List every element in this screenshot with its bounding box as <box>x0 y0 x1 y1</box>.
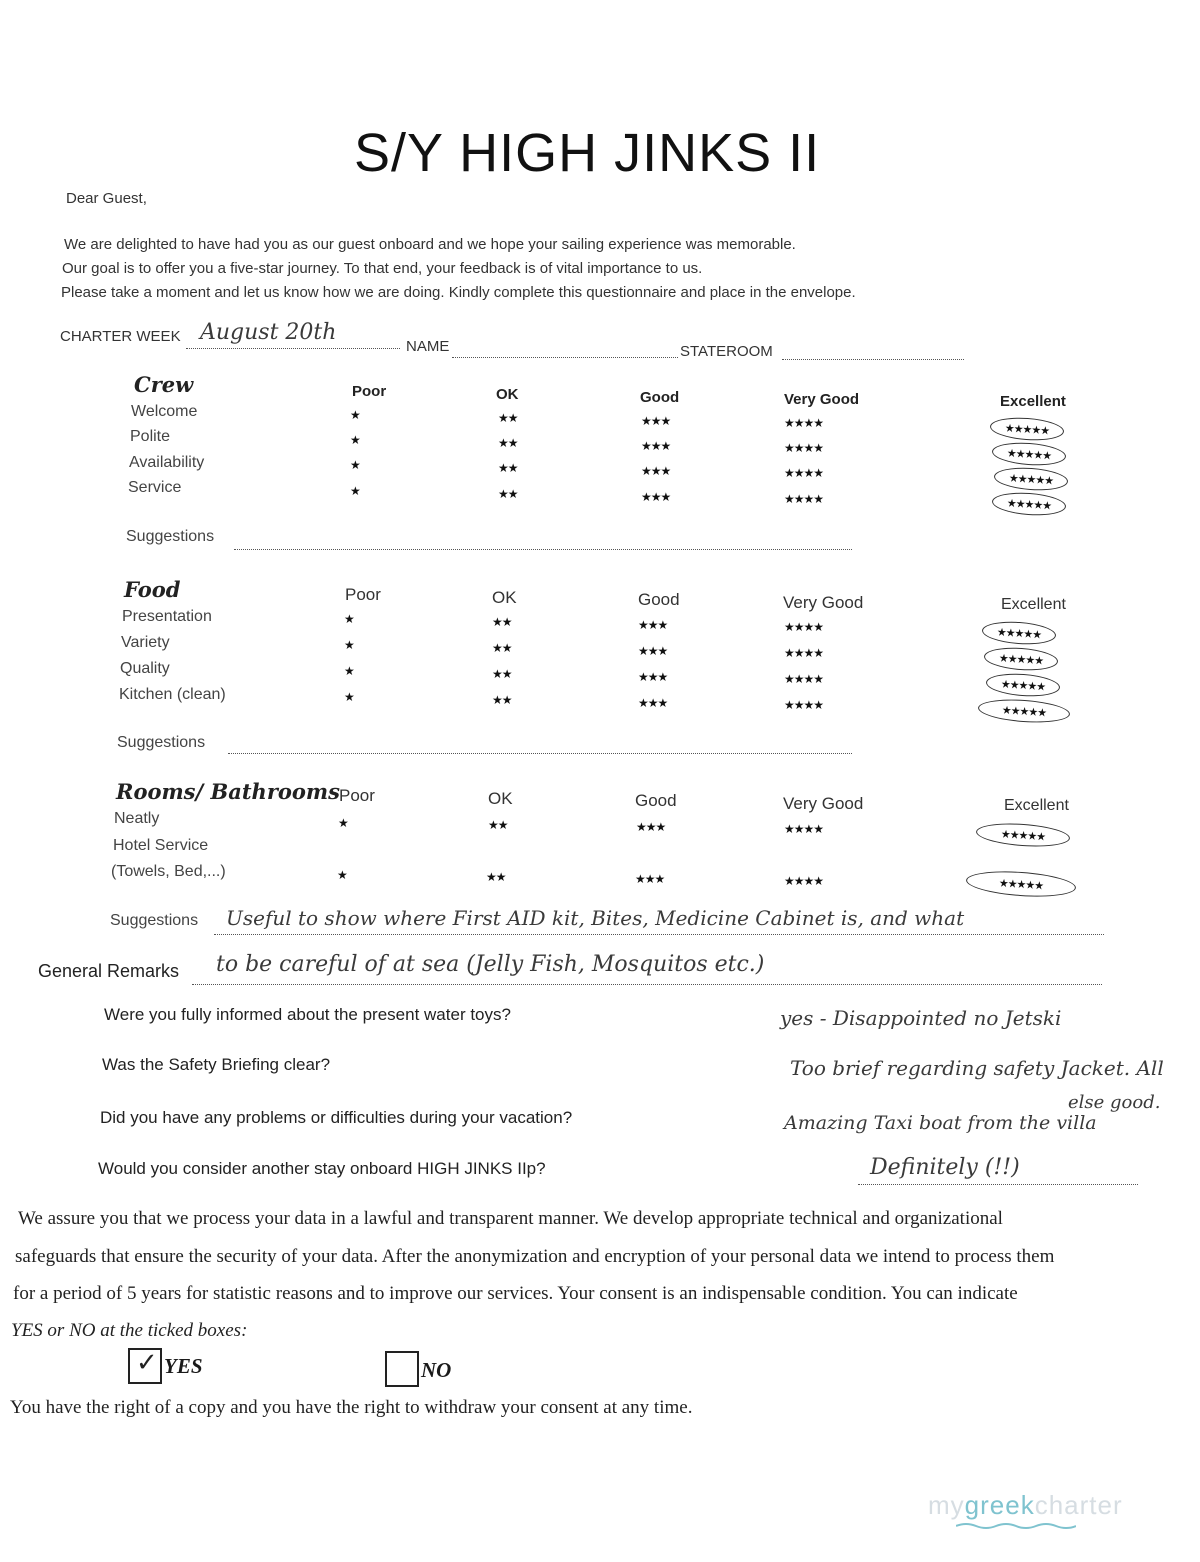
answer-problems-cont: else good. <box>1068 1092 1161 1113</box>
consent-yes-checkbox[interactable] <box>128 1348 162 1384</box>
rating-ok[interactable]: ★★ <box>498 436 518 450</box>
crew-item-label: Availability <box>129 454 205 471</box>
rating-poor[interactable]: ★ <box>337 868 347 882</box>
crew-header-ok: OK <box>496 386 519 403</box>
answer-another-stay[interactable]: Definitely (!!) <box>870 1155 1020 1180</box>
rating-very-good[interactable]: ★★★★ <box>784 441 824 455</box>
rating-good[interactable]: ★★★ <box>641 464 671 478</box>
rating-very-good[interactable]: ★★★★ <box>784 492 824 506</box>
rating-poor[interactable]: ★ <box>344 612 354 626</box>
checkmark-icon: ✓ <box>136 1347 158 1377</box>
rating-good[interactable]: ★★★ <box>635 872 665 886</box>
rooms-suggestions-field[interactable]: Useful to show where First AID kit, Bites, Medicine Cabinet is, and what <box>226 906 965 930</box>
rating-very-good[interactable]: ★★★★ <box>784 416 824 430</box>
rating-poor[interactable]: ★ <box>344 664 354 678</box>
food-header-poor: Poor <box>345 585 381 604</box>
answer-water-toys[interactable]: yes - Disappointed no Jetski <box>780 1006 1062 1030</box>
rooms-header-very-good: Very Good <box>783 794 864 813</box>
rating-ok[interactable]: ★★ <box>498 411 518 425</box>
intro-line-2: Our goal is to offer you a five-star journey. To that end, your feedback is of vital importance to us. <box>62 260 703 277</box>
watermark-left: my <box>928 1490 965 1520</box>
name-field[interactable] <box>452 357 678 358</box>
answer-safety-briefing[interactable]: Too brief regarding safety Jacket. All <box>790 1056 1164 1080</box>
watermark-mid: greek <box>964 1490 1035 1520</box>
consent-no-label: NO <box>421 1358 452 1382</box>
rating-ok[interactable]: ★★ <box>498 487 518 501</box>
rating-poor[interactable]: ★ <box>344 690 354 704</box>
consent-yes-label: YES <box>164 1354 203 1378</box>
rating-poor[interactable]: ★ <box>350 408 360 422</box>
stateroom-field[interactable] <box>782 359 964 360</box>
food-header-ok: OK <box>492 588 517 607</box>
rating-very-good[interactable]: ★★★★ <box>784 698 824 712</box>
rating-good[interactable]: ★★★ <box>638 618 668 632</box>
rating-good[interactable]: ★★★ <box>641 439 671 453</box>
crew-suggestions-field[interactable] <box>234 549 852 550</box>
food-item-label: Kitchen (clean) <box>119 686 226 703</box>
watermark-right: charter <box>1034 1490 1123 1520</box>
rating-very-good[interactable]: ★★★★ <box>784 646 824 660</box>
food-suggestions-label: Suggestions <box>117 734 206 751</box>
rating-very-good[interactable]: ★★★★ <box>784 672 824 686</box>
legal-line-3: for a period of 5 years for statistic reasons and to improve our services. Your consent is an indispensable condition. You can indicate <box>13 1283 1018 1304</box>
rooms-header-poor: Poor <box>339 786 375 805</box>
intro-line-1: We are delighted to have had you as our guest onboard and we hope your sailing experience was memorable. <box>64 236 796 253</box>
rooms-title: Rooms/ Bathrooms <box>116 779 340 804</box>
rating-poor[interactable]: ★ <box>350 484 360 498</box>
charter-week-label: CHARTER WEEK <box>60 328 181 345</box>
food-header-excellent: Excellent <box>1001 596 1066 613</box>
legal-copy-right: You have the right of a copy and you have the right to withdraw your consent at any time. <box>10 1397 693 1418</box>
rating-good[interactable]: ★★★ <box>638 644 668 658</box>
rating-excellent-circled[interactable]: ★★★★★ <box>991 440 1066 467</box>
rating-poor[interactable]: ★ <box>350 433 360 447</box>
food-item-label: Quality <box>120 660 170 677</box>
legal-line-1: We assure you that we process your data in a lawful and transparent manner. We develop appropriate technical and organizational <box>18 1208 1003 1229</box>
intro-line-3: Please take a moment and let us know how we are doing. Kindly complete this questionnaire and place in the envelope. <box>61 284 856 301</box>
food-header-good: Good <box>638 590 680 609</box>
crew-item-label: Polite <box>130 428 171 445</box>
question-problems: Did you have any problems or difficulties during your vacation? <box>100 1108 573 1127</box>
rating-excellent-circled[interactable]: ★★★★★ <box>989 415 1064 442</box>
crew-header-excellent: Excellent <box>1000 393 1066 410</box>
rating-ok[interactable]: ★★ <box>498 461 518 475</box>
rating-ok[interactable]: ★★ <box>492 667 512 681</box>
rating-excellent-circled[interactable]: ★★★★★ <box>983 645 1058 672</box>
question-another-stay: Would you consider another stay onboard HIGH JINKS IIp? <box>98 1159 546 1178</box>
rooms-item-label: Hotel Service <box>113 837 209 854</box>
rooms-item-label: Neatly <box>114 810 160 827</box>
name-label: NAME <box>406 338 450 355</box>
rating-ok[interactable]: ★★ <box>492 693 512 707</box>
rating-excellent-circled[interactable]: ★★★★★ <box>965 868 1076 900</box>
rooms-header-good: Good <box>635 791 677 810</box>
rating-good[interactable]: ★★★ <box>641 490 671 504</box>
question-safety-briefing: Was the Safety Briefing clear? <box>102 1055 331 1074</box>
rating-good[interactable]: ★★★ <box>636 820 666 834</box>
rating-ok[interactable]: ★★ <box>486 870 506 884</box>
wave-icon <box>956 1522 1076 1530</box>
rooms-item-label: (Towels, Bed,...) <box>111 863 226 880</box>
consent-no-checkbox[interactable] <box>385 1351 419 1387</box>
rating-good[interactable]: ★★★ <box>638 696 668 710</box>
food-suggestions-field[interactable] <box>228 753 852 754</box>
food-header-very-good: Very Good <box>783 593 864 612</box>
rating-poor[interactable]: ★ <box>344 638 354 652</box>
rating-very-good[interactable]: ★★★★ <box>784 822 824 836</box>
rating-ok[interactable]: ★★ <box>488 818 508 832</box>
general-remarks-field[interactable]: to be careful of at sea (Jelly Fish, Mosquitos etc.) <box>216 952 765 977</box>
rating-good[interactable]: ★★★ <box>641 414 671 428</box>
page-title: S/Y HIGH JINKS II <box>354 123 821 183</box>
legal-line-2: safeguards that ensure the security of your data. After the anonymization and encryption of your personal data we intend to process them <box>15 1246 1055 1267</box>
rating-ok[interactable]: ★★ <box>492 615 512 629</box>
rating-excellent-circled[interactable]: ★★★★★ <box>991 490 1066 517</box>
crew-header-very-good: Very Good <box>784 391 860 408</box>
rating-poor[interactable]: ★ <box>338 816 348 830</box>
rating-excellent-circled[interactable]: ★★★★★ <box>975 821 1070 850</box>
rating-ok[interactable]: ★★ <box>492 641 512 655</box>
rating-very-good[interactable]: ★★★★ <box>784 620 824 634</box>
charter-week-field[interactable]: August 20th <box>200 320 337 345</box>
rating-very-good[interactable]: ★★★★ <box>784 466 824 480</box>
watermark-logo <box>928 1490 1123 1521</box>
rooms-header-excellent: Excellent <box>1004 797 1069 814</box>
crew-item-label: Service <box>128 479 182 496</box>
food-item-label: Presentation <box>122 608 212 625</box>
rating-poor[interactable]: ★ <box>350 458 360 472</box>
rating-excellent-circled[interactable]: ★★★★★ <box>977 697 1070 725</box>
rating-excellent-circled[interactable]: ★★★★★ <box>993 465 1068 492</box>
crew-item-label: Welcome <box>131 403 198 420</box>
crew-suggestions-label: Suggestions <box>126 528 215 545</box>
rooms-header-ok: OK <box>488 789 513 808</box>
rating-excellent-circled[interactable]: ★★★★★ <box>985 671 1060 698</box>
crew-header-poor: Poor <box>352 383 387 400</box>
answer-problems[interactable]: Amazing Taxi boat from the villa <box>784 1112 1097 1134</box>
rooms-suggestions-label: Suggestions <box>110 912 199 929</box>
rating-good[interactable]: ★★★ <box>638 670 668 684</box>
rating-very-good[interactable]: ★★★★ <box>784 874 824 888</box>
crew-title: Crew <box>134 372 194 397</box>
crew-header-good: Good <box>640 389 680 406</box>
general-remarks-label: General Remarks <box>38 961 180 981</box>
food-item-label: Variety <box>121 634 170 651</box>
stateroom-label: STATEROOM <box>680 343 773 360</box>
rating-excellent-circled[interactable]: ★★★★★ <box>981 619 1056 646</box>
question-water-toys: Were you fully informed about the present water toys? <box>104 1005 511 1024</box>
legal-line-4: YES or NO at the ticked boxes: <box>11 1320 248 1341</box>
food-title: Food <box>124 577 181 602</box>
greeting: Dear Guest, <box>66 190 147 207</box>
